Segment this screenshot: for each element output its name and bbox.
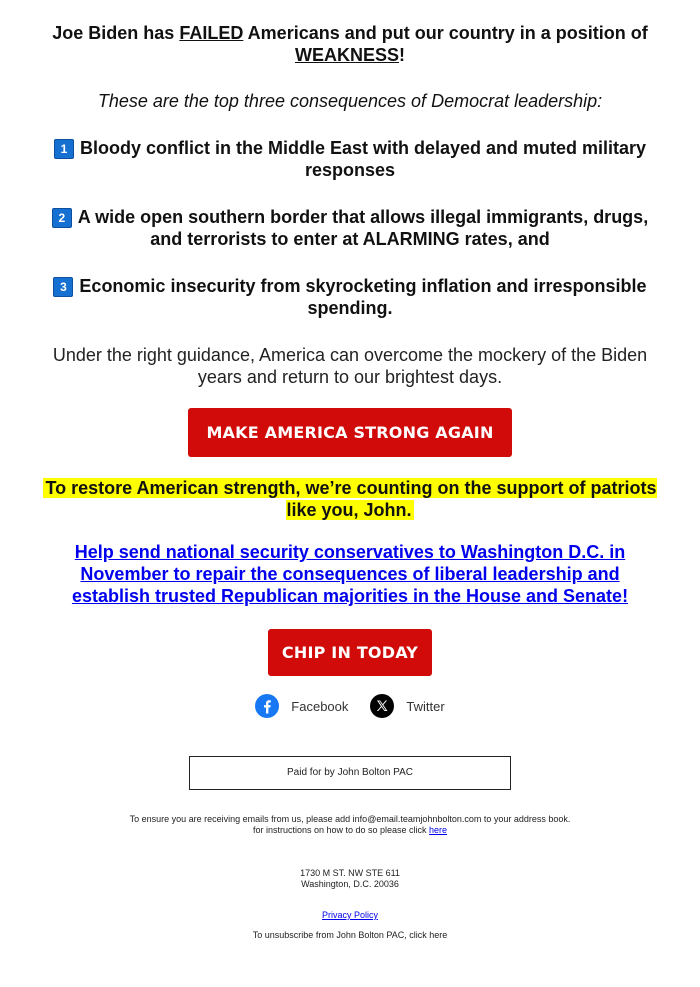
headline [40, 22, 660, 66]
notice-line-2 [40, 825, 660, 836]
notice-line-2-text: for instructions on how to do so please click [252, 825, 430, 835]
headline-part3: ! [399, 45, 405, 65]
address-line-2: Washington, D.C. 20036 [301, 879, 399, 889]
instructions-here-link[interactable]: here [429, 825, 448, 835]
email-notice [40, 814, 660, 836]
headline-weakness: WEAKNESS [294, 45, 399, 65]
chip-in-today-button[interactable]: CHIP IN TODAY [268, 629, 432, 676]
point-1-text: Bloody conflict in the Middle East with delayed and muted military responses [79, 138, 647, 180]
point-1 [40, 137, 660, 181]
social-links [40, 694, 660, 718]
twitter-label: Twitter [406, 698, 445, 714]
guidance-text: Under the right guidance, America can overcome the mockery of the Biden years and return to our brightest days. [52, 345, 648, 387]
facebook-link[interactable] [255, 694, 348, 718]
highlight-block [40, 477, 660, 521]
x-twitter-icon [370, 694, 394, 718]
keycap-2-icon: 2 [52, 208, 72, 228]
point-3-text: Economic insecurity from skyrocketing inflation and irresponsible spending. [79, 276, 647, 318]
address-line-1: 1730 M ST. NW STE 611 [300, 868, 400, 878]
point-2 [40, 206, 660, 250]
point-3 [40, 275, 660, 319]
point-2-text: A wide open southern border that allows illegal immigrants, drugs, and terrorists to enter at ALARMING rates, and [77, 207, 649, 249]
facebook-label: Facebook [291, 698, 349, 714]
intro-italic: These are the top three consequences of Democrat leadership: [97, 91, 603, 111]
notice-line-1: To ensure you are receiving emails from us, please add info@email.teamjohnbolton.com to your address book. [129, 814, 571, 824]
twitter-link[interactable] [370, 694, 444, 718]
email-body [40, 22, 660, 941]
paid-for-box: Paid for by John Bolton PAC [189, 756, 511, 790]
unsubscribe-text[interactable]: To unsubscribe from John Bolton PAC, click here [252, 930, 448, 940]
privacy-policy-link[interactable]: Privacy Policy [321, 910, 378, 920]
keycap-1-icon: 1 [54, 139, 74, 159]
keycap-3-icon: 3 [53, 277, 73, 297]
help-send-link[interactable]: Help send national security conservatives to Washington D.C. in November to repair the consequences of liberal leadership and establish trusted Republican majorities in the House and Senate! [71, 542, 629, 606]
highlight-text: To restore American strength, we’re counting on the support of patriots like you, John. [45, 478, 657, 520]
headline-part1: Joe Biden has [52, 23, 180, 43]
mailing-address [40, 868, 660, 890]
make-america-strong-again-button[interactable]: MAKE AMERICA STRONG AGAIN [188, 408, 512, 457]
facebook-icon [255, 694, 279, 718]
headline-part2: Americans and put our country in a position of [243, 23, 648, 43]
privacy-row [40, 910, 660, 921]
headline-failed: FAILED [179, 23, 244, 43]
